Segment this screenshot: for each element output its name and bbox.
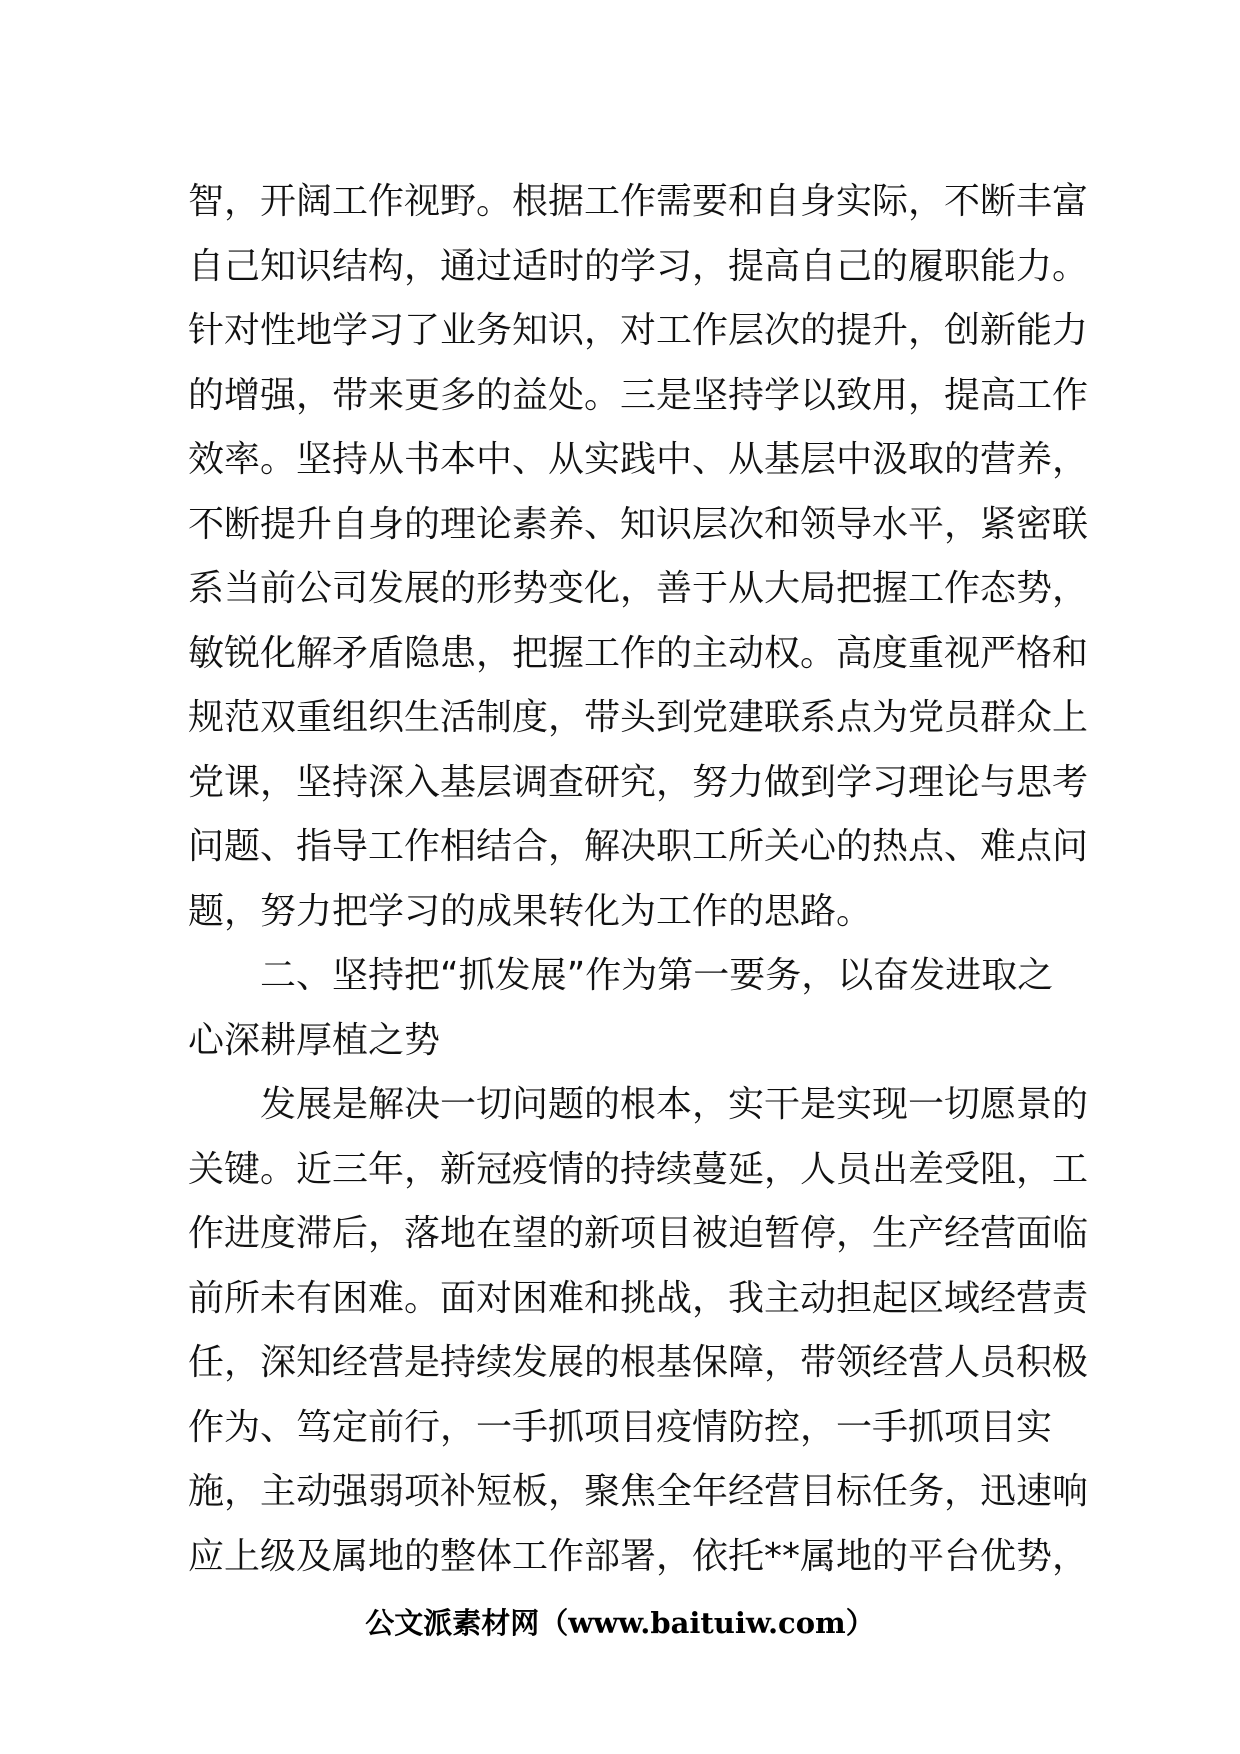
text-line: 效率。坚持从书本中、从实践中、从基层中汲取的营养， — [188, 439, 1089, 480]
text-line: 作进度滞后，落地在望的新项目被迫暂停，生产经营面临 — [188, 1213, 1089, 1254]
text-line: 规范双重组织生活制度，带头到党建联系点为党员群众上 — [188, 697, 1089, 738]
text-line: 智，开阔工作视野。根据工作需要和自身实际，不断丰富 — [188, 181, 1089, 222]
text-line: 党课，坚持深入基层调查研究，努力做到学习理论与思考 — [188, 761, 1089, 803]
text-line: 不断提升自身的理论素养、知识层次和领导水平，紧密联 — [188, 503, 1089, 545]
text-line: 敏锐化解矛盾隐患，把握工作的主动权。高度重视严格和 — [188, 632, 1089, 674]
text-line: 施，主动强弱项补短板，聚焦全年经营目标任务，迅速响 — [188, 1471, 1089, 1512]
paragraph-first-line: 发展是解决一切问题的根本，实干是实现一切愿景的 — [260, 1084, 1089, 1125]
section-heading: 二、坚持把“抓发展”作为第一要务，以奋发进取之 — [260, 955, 1054, 996]
footer-watermark: 公文派素材网（www.baituiw.com） — [365, 1606, 875, 1640]
document-body — [188, 170, 1089, 1589]
text-line: 前所未有困难。面对困难和挑战，我主动担起区域经营责 — [188, 1277, 1089, 1319]
text-line: 作为、笃定前行，一手抓项目疫情防控，一手抓项目实 — [188, 1406, 1053, 1448]
text-line: 题，努力把学习的成果转化为工作的思路。 — [188, 890, 873, 932]
text-line: 应上级及属地的整体工作部署，依托**属地的平台优势， — [188, 1535, 1089, 1577]
section-heading-continued: 心深耕厚植之势 — [188, 1019, 441, 1061]
text-line: 关键。近三年，新冠疫情的持续蔓延，人员出差受阻，工 — [188, 1148, 1089, 1190]
text-line: 的增强，带来更多的益处。三是坚持学以致用，提高工作 — [188, 374, 1089, 416]
text-line: 针对性地学习了业务知识，对工作层次的提升，创新能力 — [188, 310, 1089, 351]
text-line: 系当前公司发展的形势变化，善于从大局把握工作态势， — [188, 568, 1089, 609]
text-line: 问题、指导工作相结合，解决职工所关心的热点、难点问 — [188, 826, 1089, 867]
text-line: 任，深知经营是持续发展的根基保障，带领经营人员积极 — [188, 1342, 1089, 1383]
text-line: 自己知识结构，通过适时的学习，提高自己的履职能力。 — [188, 245, 1089, 287]
